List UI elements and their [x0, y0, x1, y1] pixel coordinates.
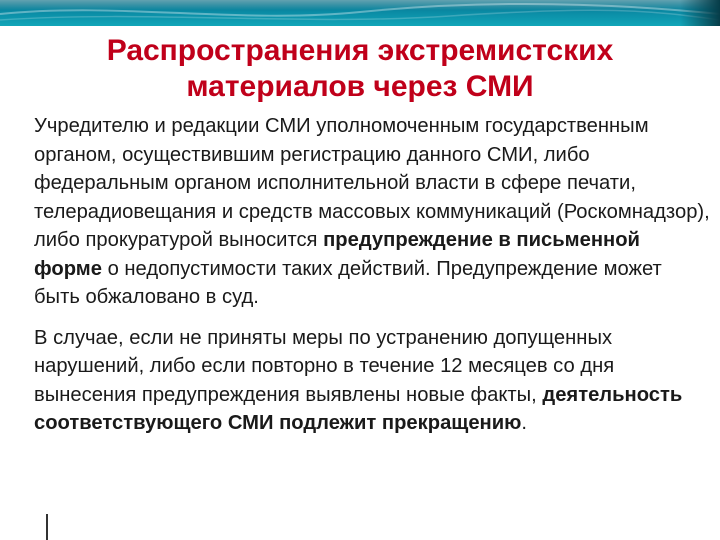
paragraph-warning: [34, 112, 710, 312]
paragraph-2-tail: .: [521, 412, 528, 434]
paragraph-2-text: В случае, если не приняты меры по устранению допущенных нарушений, либо если повторно в течение 12 месяцев со дня вынесения предупреждения выявлены новые факты,: [34, 326, 615, 406]
header-dark-corner: [680, 0, 720, 26]
slide-body: [34, 112, 710, 438]
header-shine: [0, 0, 720, 10]
paragraph-1-tail: о недопустимости таких действий. Предупреждение может быть обжаловано в суд.: [34, 257, 662, 308]
paragraph-1-text: Учредителю и редакции СМИ уполномоченным государственным органом, осуществившим регистрацию данного СМИ, либо федеральным органом исполнительной власти в сфере печати, телерадиовещания и средств массовых коммуникаций (Роскомнадзор), либо прокуратурой выносится: [34, 115, 710, 251]
paragraph-2-bold: деятельность соответствующего СМИ подлежит прекращению: [34, 383, 683, 434]
paragraph-termination: [34, 324, 710, 438]
header-band: [0, 0, 720, 26]
slide-title: [20, 33, 700, 105]
title-line-2: материалов через СМИ: [186, 70, 534, 103]
title-line-1: Распространения экстремистских: [106, 34, 614, 67]
paragraph-1-bold: предупреждение в письменной форме: [34, 229, 640, 280]
text-cursor-line: [46, 514, 48, 540]
